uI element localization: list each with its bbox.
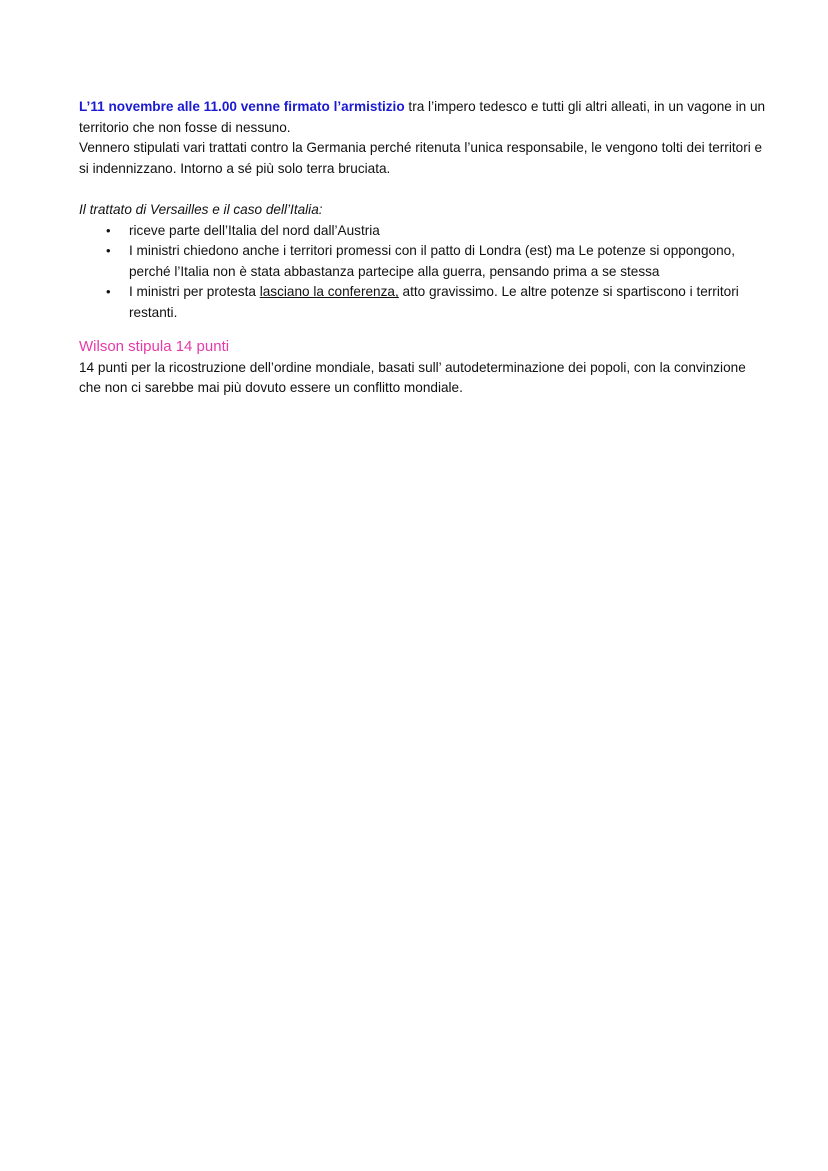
treaties-paragraph: Vennero stipulati vari trattati contro la Germania perché ritenuta l’unica responsabile, le vengono tolti dei territori e si indennizzano. Intorno a sé più solo terra bruciata. [79, 140, 763, 176]
wilson-heading: Wilson stipula 14 punti [79, 337, 230, 355]
spacer [79, 179, 769, 200]
armistice-highlight: L’11 novembre alle 11.00 venne firmato l’armistizio [79, 99, 405, 114]
versailles-list [79, 221, 769, 324]
versailles-heading: Il trattato di Versailles e il caso dell’Italia: [79, 201, 323, 217]
list-item-underlined: lasciano la conferenza, [259, 284, 399, 300]
list-item-text-before: I ministri per protesta [129, 284, 260, 300]
armistice-paragraph [79, 97, 769, 138]
bullet-icon: • [106, 284, 111, 300]
list-item [79, 241, 769, 282]
armistice-text: tra l’impero tedesco e tutti gli altri alleati, in un vagone in un territorio che non fosse di nessuno. [79, 99, 766, 135]
bullet-icon: • [106, 222, 111, 238]
list-item-text: I ministri chiedono anche i territori promessi con il patto di Londra (est) ma Le potenze si oppongono, perché l’Italia non è stata abbastanza partecipe alla guerra, pensando prima a se stessa [129, 243, 736, 279]
list-item [79, 282, 769, 323]
bullet-icon: • [106, 243, 111, 259]
list-item-text-after: atto gravissimo. Le altre potenze si spartiscono i territori restanti. [129, 284, 739, 320]
list-item-text: riceve parte dell’Italia del nord dall’Austria [129, 222, 380, 238]
wilson-paragraph: 14 punti per la ricostruzione dell’ordine mondiale, basati sull’ autodeterminazione dei popoli, con la convinzione che non ci sarebbe mai più dovuto essere un conflitto mondiale. [79, 359, 746, 396]
document-page [79, 97, 769, 399]
list-item [79, 221, 769, 242]
